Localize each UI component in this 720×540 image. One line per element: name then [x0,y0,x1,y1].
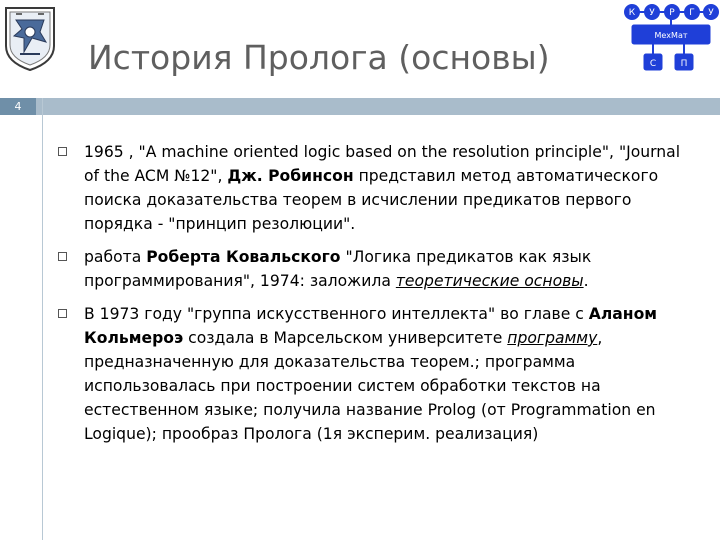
bullet-square-icon [58,252,67,261]
slide-number: 4 [0,98,36,115]
mehmat-logo-icon [622,2,720,74]
logo-bottom-letter-2: П [680,59,688,69]
slide-divider-line [42,98,43,540]
bullet-list [52,140,692,455]
bullet-2-text-b: "Логика предикатов как язык программирования", 1974: заложила [84,248,592,290]
bullet-item-2 [52,245,692,293]
bullet-2-emphasis: теоретические основы [395,272,584,290]
bullet-1-name: Дж. Робинсон [227,167,354,185]
slide-title: История Пролога (основы) [88,38,550,77]
bullet-3-name: Аланом Кольмероэ [84,305,658,347]
bullet-1-text-b: представил метод автоматического поиска доказательства теорем в исчислении предикатов первого порядка - "принцип резолюции". [84,167,659,233]
bullet-1-text-a: 1965 , "A machine oriented logic based on the resolution principle", "Journal of the ACM №12", [84,143,681,185]
university-emblem-icon [2,2,58,72]
logo-letter-2: У [649,8,655,18]
logo-bottom-letter-1: С [649,59,657,69]
logo-letter-5: У [708,8,714,18]
slide-header-bar [0,98,720,115]
bullet-3-text-c: , предназначенную для доказательства теорем.; программа использовалась при построении систем обработки текстов на естественном языке; получила название Prolog (от Programmation en Logique); прообраз Пролога (1я эксперим. реализация) [84,329,656,443]
logo-dept-label: МехМат [654,31,688,40]
bullet-square-icon [58,147,67,156]
bullet-item-1 [52,140,692,236]
logo-letter-3: Р [669,8,675,18]
bullet-2-text-a: работа [84,248,147,266]
bullet-2-name: Роберта Ковальского [146,248,341,266]
logo-letter-1: К [628,8,636,18]
bullet-3-emphasis: программу [507,329,598,347]
logo-letter-4: Г [689,8,695,18]
bullet-3-text-a: В 1973 году "группа искусственного интеллекта" во главе с [84,305,589,323]
bullet-square-icon [58,309,67,318]
bullet-3-text-b: создала в Марсельском университете [183,329,508,347]
bullet-item-3 [52,302,692,446]
bullet-2-text-c: . [583,272,589,290]
